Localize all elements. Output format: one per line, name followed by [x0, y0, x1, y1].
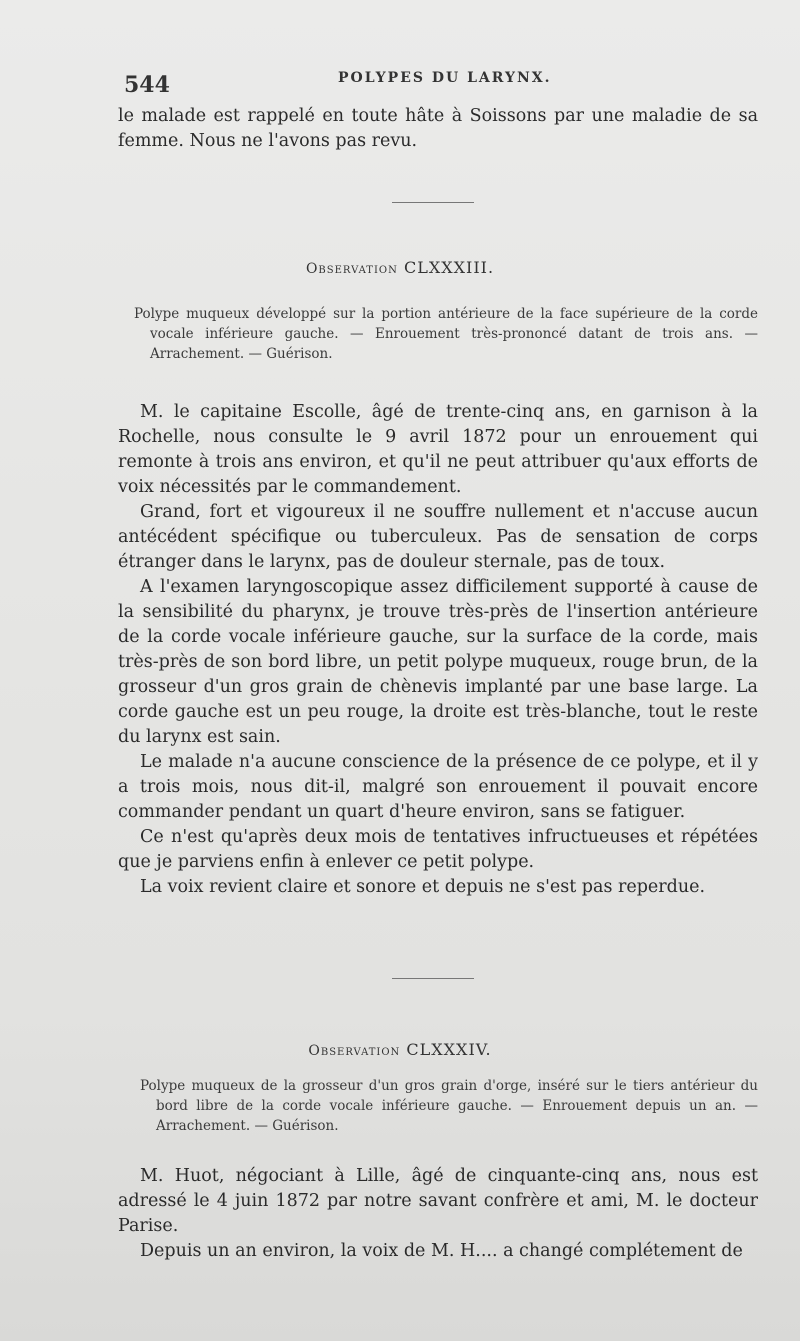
- summary-text: Polype muqueux de la grosseur d'un gros grain d'orge, inséré sur le tiers antérieur du bord libre de la corde vocale inférieure gauche. — Enrouement depuis un an. — Arrachement. — Guérison.: [140, 1078, 758, 1134]
- paragraph: Depuis un an environ, la voix de M. H.... a changé complétement de: [140, 1241, 743, 1261]
- section-divider: [392, 978, 474, 979]
- observation-184-title: [0, 1040, 800, 1059]
- observation-183-body: [118, 400, 758, 900]
- observation-label: Observation: [305, 261, 398, 277]
- paragraph: Le malade n'a aucune conscience de la présence de ce polype, et il y a trois mois, nous dit-il, malgré son enrouement il pouvait encore commander pendant un quart d'heure environ, sans se fatiguer.: [118, 752, 758, 822]
- observation-number: CLXXXIII.: [403, 258, 495, 277]
- section-divider: [392, 202, 474, 203]
- summary-text: Polype muqueux développé sur la portion antérieure de la face supérieure de la corde vocale inférieure gauche. — Enrouement très-prononcé datant de trois ans. — Arrachement. — Guérison.: [134, 306, 758, 362]
- observation-label: Observation: [308, 1043, 401, 1059]
- paragraph: M. Huot, négociant à Lille, âgé de cinquante-cinq ans, nous est adressé le 4 juin 1872 par notre savant confrère et ami, M. le docteur Parise.: [118, 1166, 758, 1236]
- observation-184-body: [118, 1164, 758, 1264]
- observation-184-summary: [140, 1076, 758, 1136]
- paragraph: M. le capitaine Escolle, âgé de trente-cinq ans, en garnison à la Rochelle, nous consulte le 9 avril 1872 pour un enrouement qui remonte à trois ans environ, et qu'il ne peut attribuer qu'aux efforts de voix nécessités par le commandement.: [118, 402, 758, 497]
- paragraph: Ce n'est qu'après deux mois de tentatives infructueuses et répétées que je parviens enfin à enlever ce petit polype.: [118, 827, 758, 872]
- intro-paragraph: le malade est rappelé en toute hâte à Soissons par une maladie de sa femme. Nous ne l'avons pas revu.: [118, 106, 758, 151]
- page-number: 544: [124, 72, 170, 98]
- paragraph: Grand, fort et vigoureux il ne souffre nullement et n'accuse aucun antécédent spécifique ou tuberculeux. Pas de sensation de corps étranger dans le larynx, pas de douleur sternale, pas de toux.: [118, 502, 758, 572]
- observation-183-title: [0, 258, 800, 277]
- page-header: [120, 68, 760, 98]
- intro-continuation: [118, 104, 758, 154]
- paragraph: A l'examen laryngoscopique assez difficilement supporté à cause de la sensibilité du pharynx, je trouve très-près de l'insertion antérieure de la corde vocale inférieure gauche, sur la surface de la corde, mais très-près de son bord libre, un petit polype muqueux, rouge brun, de la grosseur d'un gros grain de chènevis implanté par une base large. La corde gauche est un peu rouge, la droite est très-blanche, tout le reste du larynx est sain.: [118, 577, 758, 747]
- paragraph: La voix revient claire et sonore et depuis ne s'est pas reperdue.: [140, 877, 706, 897]
- running-title: POLYPES DU LARYNX.: [338, 70, 552, 86]
- observation-183-summary: [134, 304, 758, 364]
- observation-number: CLXXXIV.: [406, 1040, 492, 1059]
